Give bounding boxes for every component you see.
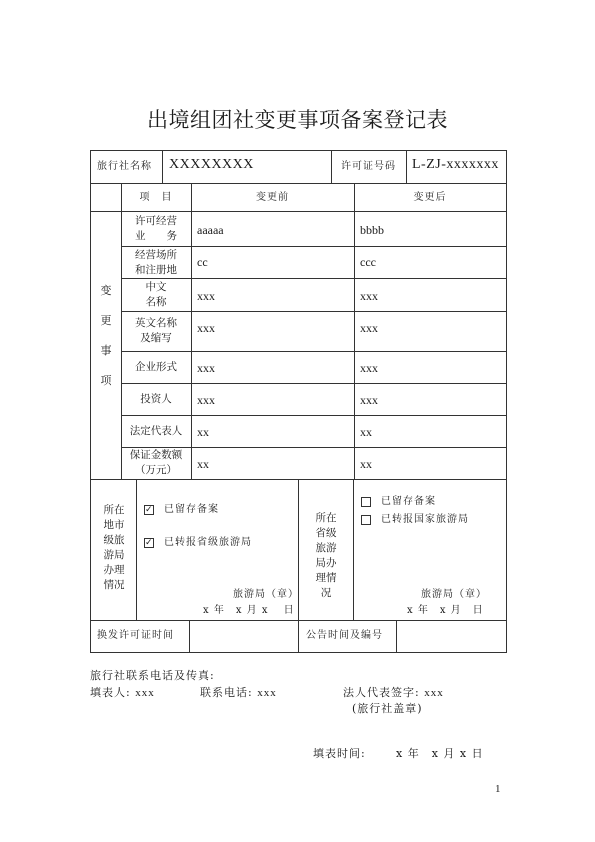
agency-name-value: XXXXXXXX bbox=[169, 157, 254, 172]
deposit-after: xx bbox=[360, 457, 372, 471]
legal-rep-before: xx bbox=[197, 425, 209, 439]
province-office-label: 所在 省级 旅游 局办 理情 况 bbox=[315, 512, 337, 599]
city-option-forwarded: ✓ 已转报省级旅游局 bbox=[145, 537, 252, 548]
agency-name-label: 旅行社名称 bbox=[97, 161, 152, 172]
agency-seal: (旅行社盖章) bbox=[352, 702, 423, 715]
announcement-label: 公告时间及编号 bbox=[306, 630, 383, 641]
province-forwarded-checkbox[interactable] bbox=[361, 515, 371, 525]
contact-line: 旅行社联系电话及传真: bbox=[90, 669, 215, 682]
province-option-forwarded: 已转报国家旅游局 bbox=[361, 513, 469, 527]
city-office-seal: 旅游局（章） bbox=[233, 589, 299, 600]
row-label-enterprise-form: 企业形式 bbox=[135, 361, 177, 373]
filler: 填表人: xxx bbox=[90, 686, 155, 699]
premises-after: ccc bbox=[360, 255, 376, 269]
licensed-business-after: bbbb bbox=[360, 223, 384, 237]
row-label-deposit: 保证金数额 （万元） bbox=[129, 449, 183, 476]
row-label-premises: 经营场所 和注册地 bbox=[135, 249, 177, 276]
city-filed-checkbox[interactable]: ✓ bbox=[145, 504, 154, 515]
license-issue-time-label: 换发许可证时间 bbox=[97, 630, 174, 641]
registration-form-table bbox=[90, 150, 507, 653]
column-header-before: 变更前 bbox=[256, 192, 289, 203]
province-office-date: x 年 x 月 日 bbox=[407, 605, 484, 616]
premises-before: cc bbox=[197, 255, 208, 269]
deposit-before: xx bbox=[197, 457, 209, 471]
investor-after: xxx bbox=[360, 393, 378, 407]
contact-phone: 联系电话: xxx bbox=[200, 686, 277, 699]
change-items-section-label: 变 更 事 项 bbox=[100, 284, 112, 387]
row-label-english-name: 英文名称 及缩写 bbox=[135, 317, 177, 344]
city-option-filed: ✓ 已留存备案 bbox=[145, 504, 219, 515]
city-office-date: x 年 x 月 x 日 bbox=[203, 605, 295, 616]
english-name-after: xxx bbox=[360, 321, 378, 335]
enterprise-form-before: xxx bbox=[197, 361, 215, 375]
row-label-legal-rep: 法定代表人 bbox=[129, 425, 183, 437]
city-office-label: 所在 地市 级旅 游局 办理 情况 bbox=[103, 504, 125, 591]
investor-before: xxx bbox=[197, 393, 215, 407]
page-number: 1 bbox=[495, 783, 501, 795]
form-title: 出境组团社变更事项备案登记表 bbox=[147, 108, 448, 132]
fill-time-label: 填表时间: bbox=[313, 747, 366, 760]
column-header-after: 变更后 bbox=[413, 192, 447, 203]
license-number-value: L-ZJ-xxxxxxx bbox=[412, 157, 499, 172]
row-label-investor: 投资人 bbox=[140, 393, 172, 405]
province-office-seal: 旅游局（章） bbox=[421, 589, 487, 600]
enterprise-form-after: xxx bbox=[360, 361, 378, 375]
column-header-item: 项 目 bbox=[139, 192, 173, 203]
license-number-label: 许可证号码 bbox=[341, 161, 396, 172]
province-filed-checkbox[interactable] bbox=[361, 497, 371, 507]
chinese-name-after: xxx bbox=[360, 289, 378, 303]
legal-rep-signature: 法人代表签字: xxx bbox=[343, 686, 444, 699]
legal-rep-after: xx bbox=[360, 425, 372, 439]
licensed-business-before: aaaaa bbox=[197, 223, 224, 237]
city-forwarded-checkbox[interactable]: ✓ bbox=[145, 537, 154, 548]
fill-time-value: x 年 x 月 x 日 bbox=[396, 747, 484, 760]
row-label-chinese-name: 中文 名称 bbox=[145, 281, 167, 308]
english-name-before: xxx bbox=[197, 321, 215, 335]
chinese-name-before: xxx bbox=[197, 289, 215, 303]
province-option-filed: 已留存备案 bbox=[361, 495, 436, 509]
row-label-licensed-business: 许可经营 业 务 bbox=[135, 215, 177, 242]
